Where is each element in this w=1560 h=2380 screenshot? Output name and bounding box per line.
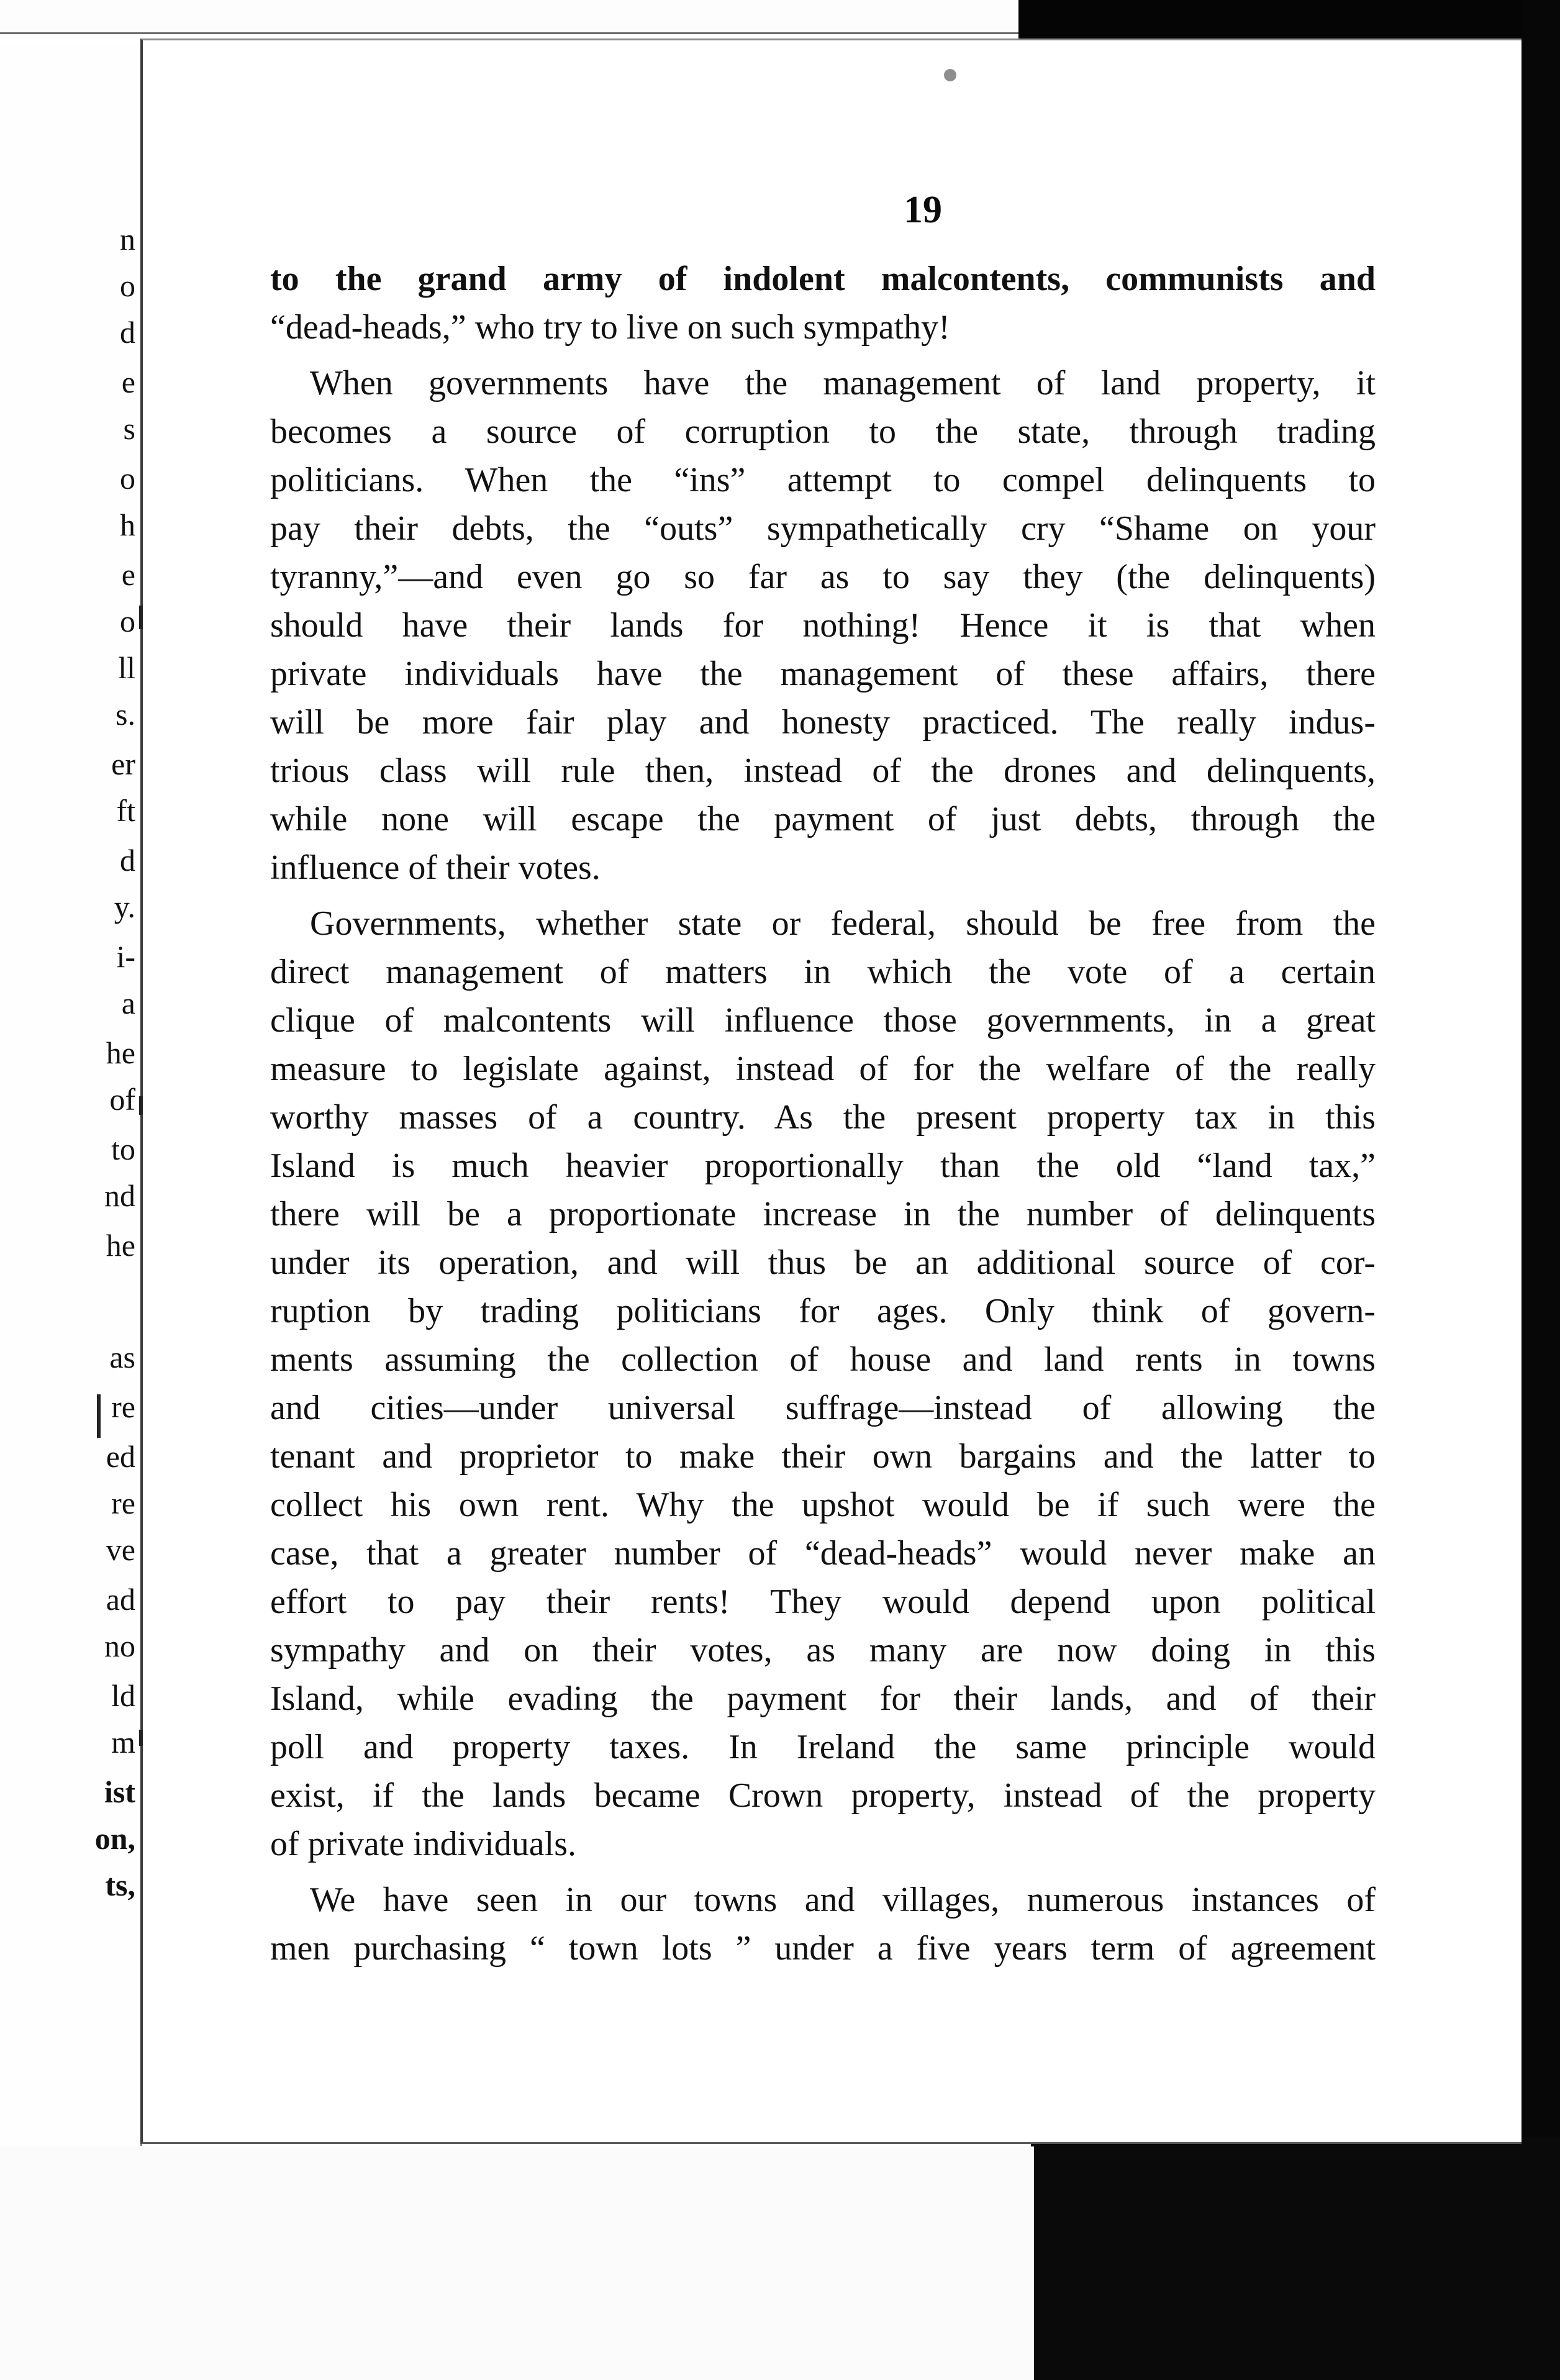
margin-mark [139,606,143,629]
margin-mark [139,1096,143,1115]
previous-page-fragment: s [123,411,135,446]
previous-page-fragment: ad [106,1582,135,1617]
text-line: influence of their votes. [270,848,601,887]
text-line: tyranny,”—and even go so far as to say they (the delinquents) [270,558,1376,596]
text-line: ruption by trading politicians for ages. Only think of govern- [270,1292,1376,1330]
text-line: effort to pay their rents! They would depend upon political [270,1583,1376,1621]
previous-page-fragment: m [111,1725,135,1760]
text-line: of private individuals. [270,1825,577,1863]
scanner-background-top [1018,0,1560,43]
previous-page-fragment: ld [111,1678,135,1713]
text-line: under its operation, and will thus be an additional source of cor- [270,1243,1376,1282]
previous-page-fragment: re [111,1389,135,1424]
text-line: direct management of matters in which the vote of a certain [270,953,1376,991]
text-line: poll and property taxes. In Ireland the same principle would [270,1728,1376,1766]
text-line: We have seen in our towns and villages, numerous instances of [310,1881,1376,1919]
previous-page-fragment: d [120,315,135,350]
margin-mark [139,1730,143,1746]
paragraph [270,899,1376,1868]
previous-page-fragment: re [111,1486,135,1520]
previous-page-fragment: of [109,1082,135,1117]
paragraph [270,359,1376,892]
text-line: When governments have the management of land property, it [310,364,1376,402]
underlying-sheet-top-edge [0,0,1018,34]
previous-page-fragment: no [104,1628,135,1663]
previous-page-edge [0,43,142,2146]
text-line: collect his own rent. Why the upshot would be if such were the [270,1486,1376,1524]
text-line: measure to legislate against, instead of for the welfare of the really [270,1050,1376,1088]
text-line: case, that a greater number of “dead-heads” would never make an [270,1534,1376,1573]
text-line: politicians. When the “ins” attempt to compel delinquents to [270,461,1376,499]
body-text [270,255,1376,1973]
text-line: men purchasing “ town lots ” under a five years term of agreement [270,1929,1376,1968]
scanner-background-right [1521,0,1560,2155]
previous-page-fragment: ll [118,650,135,685]
text-line: exist, if the lands became Crown property, instead of the property [270,1776,1376,1815]
punch-hole-mark [944,69,956,81]
previous-page-fragment: ts, [105,1868,135,1902]
text-line: while none will escape the payment of just debts, through the [270,800,1376,838]
margin-mark [97,1394,101,1438]
previous-page-fragment: as [109,1340,135,1374]
previous-page-fragment: s. [116,697,135,732]
previous-page-fragment: to [111,1132,135,1166]
previous-page-fragment: y. [114,889,135,924]
previous-page-fragment: he [106,1228,135,1263]
paragraph [270,255,1376,352]
previous-page-fragment: er [111,747,135,781]
text-line: private individuals have the management of these affairs, there [270,655,1376,693]
text-line: Governments, whether state or federal, should be free from the [310,904,1376,943]
text-line: to the grand army of indolent malcontents, communists and [270,260,1376,298]
previous-page-fragment: o [120,604,135,638]
text-line: ments assuming the collection of house and land rents in towns [270,1340,1376,1379]
previous-page-fragment: ve [106,1532,135,1567]
previous-page-fragment: d [120,843,135,878]
previous-page-fragment: o [120,268,135,303]
text-line: Island, while evading the payment for their lands, and of their [270,1679,1376,1718]
previous-page-fragment: a [121,986,135,1020]
text-line: there will be a proportionate increase in the number of delinquents [270,1195,1376,1233]
previous-page-fragment: h [120,507,135,542]
text-line: worthy masses of a country. As the present property tax in this [270,1098,1376,1137]
text-line: sympathy and on their votes, as many are now doing in this [270,1631,1376,1669]
previous-page-fragment: he [106,1035,135,1070]
text-line: clique of malcontents will influence those governments, in a great [270,1001,1376,1040]
previous-page-fragment: e [121,365,135,399]
text-line: should have their lands for nothing! Hence it is that when [270,606,1376,645]
text-line: “dead-heads,” who try to live on such sympathy! [270,308,950,347]
page-number: 19 [904,189,942,231]
underlying-sheet-bottom-edge [0,2146,1034,2380]
scanner-background-bottom [1031,2137,1560,2380]
previous-page-fragment: nd [104,1178,135,1213]
previous-page-fragment: ed [106,1439,135,1474]
text-line: trious class will rule then, instead of the drones and delinquents, [270,752,1376,790]
previous-page-fragment: i- [116,939,135,974]
previous-page-fragment: n [120,222,135,257]
text-line: and cities—under universal suffrage—instead of allowing the [270,1389,1376,1427]
paragraph [270,1876,1376,1973]
previous-page-fragment: ist [104,1774,135,1809]
text-line: Island is much heavier proportionally than the old “land tax,” [270,1147,1376,1185]
text-line: becomes a source of corruption to the state, through trading [270,412,1376,451]
text-line: will be more fair play and honesty practiced. The really indus- [270,703,1376,742]
previous-page-fragment: o [120,461,135,496]
previous-page-fragment: on, [94,1821,135,1856]
previous-page-fragment: e [121,557,135,592]
previous-page-fragment: ft [116,793,135,828]
text-line: tenant and proprietor to make their own bargains and the latter to [270,1437,1376,1476]
document-page [140,39,1521,2144]
text-line: pay their debts, the “outs” sympathetically cry “Shame on your [270,509,1376,548]
